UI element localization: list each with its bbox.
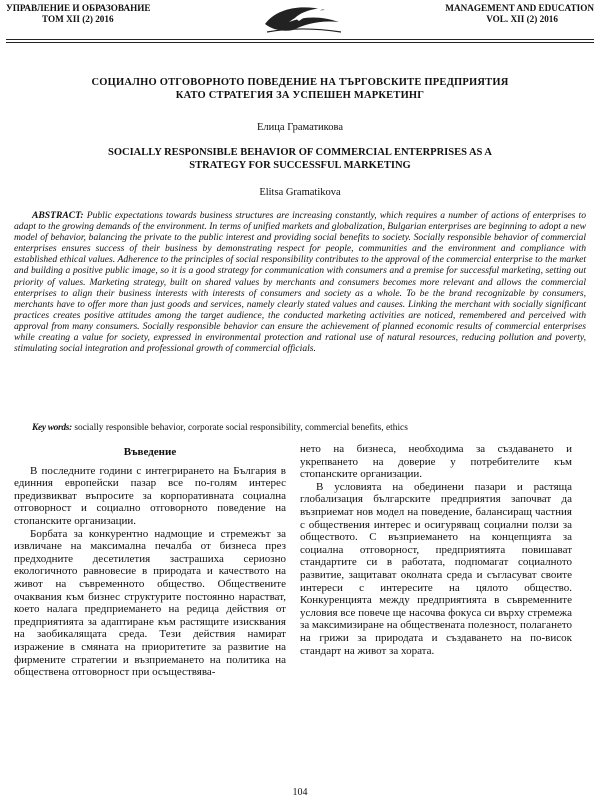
paragraph: Борбата за конкурентно надмощие и стремежът за извличане на максимална печалба от бизнеса през предходните десетилетия застрашиха сериозно екологичното равновесие в природата и качеството на живот на съвременното общество. Обществените очаквания към бизнес структурите постоянно нарастват, което налага предприемането на редица действия от предприятията за адаптиране към растящите изисквания на заобикалящата среда. Тези действия намират изражение в смяната на приоритетите за развитие на фирмените стратегии и възприемането на политика на обществена отговорност при осъществява- [14, 527, 286, 679]
abstract [14, 210, 586, 354]
header-right [445, 3, 594, 24]
title-bg-line-2: КАТО СТРАТЕГИЯ ЗА УСПЕШЕН МАРКЕТИНГ [175, 89, 425, 101]
body-column-right [300, 443, 572, 657]
abstract-label: ABSTRACT: [32, 210, 84, 221]
header-left [6, 3, 151, 24]
title-en-line-2: STRATEGY FOR SUCCESSFUL MARKETING [189, 159, 411, 171]
author-bg: Елица Граматикова [257, 122, 343, 133]
section-heading: Въведение [123, 446, 177, 458]
abstract-text: Public expectations towards business structures are increasing constantly, which requires a number of actions of enterprises to adapt to the growing demands of the environment. In terms of unified markets and globalization, Bulgarian enterprises are beginning to adopt a new model of behavior, balancing the private to the public interest and providing social benefits to society. Socially responsible behavior of commercial enterprises ensures success of their business by demonstrating respect for people, communities and the environment and compliance with established ethical values. Adherence to the principles of social responsibility contributes to the approval of the commercial enterprise to the market and building a positive public image, so it is a good strategy for communication with consumers and a premise for successful marketing, setting out priority of values. Marketing strategy, built on shared values by merchants and consumers becomes more relevant and allows the commercial enterprises to align their business interests with interests of consumers and society as a whole. To be the brand recognizable by consumers, merchants have to offer more than just goods and services, namely clearly stated values and causes. Linking the merchant with socially significant practices creates positive attitudes among the target audience, the conducted marketing activities are noticed, remembered and perceived with approval from many consumers. Socially responsible behavior can ensure the achievement of planned economic results of commercial enterprises while creating a value for society, expressed in environmental protection and rational use of natural resources, reducing pollution and poverty, stimulating social integration and professional growth of commercial officials. [14, 210, 586, 355]
body-column-left [14, 446, 286, 679]
journal-logo-icon [255, 2, 347, 36]
header-journal-en: MANAGEMENT AND EDUCATION [445, 3, 594, 13]
header-rule-top [6, 39, 594, 40]
keywords [32, 423, 592, 434]
keywords-label: Key words: [32, 423, 72, 433]
title-bg-line-1: СОЦИАЛНО ОТГОВОРНОТО ПОВЕДЕНИЕ НА ТЪРГОВСКИТЕ ПРЕДПРИЯТИЯ [91, 77, 509, 88]
header-rule-bottom [6, 42, 594, 43]
paragraph: нето на бизнеса, необходима за създаването и укрепването на доверие у потребителите към стопанските организации. [300, 443, 572, 481]
keywords-text: socially responsible behavior, corporate social responsibility, commercial benefits, ethics [74, 423, 408, 433]
paragraph: В последните години с интегрирането на България в единния европейски пазар все по-голям интерес предизвикват въпросите за корпоративната социална отговорност и социално отговорното поведение на стопанските организации. [14, 464, 286, 527]
article-title-bg [40, 77, 560, 102]
paragraph: В условията на обединени пазари и растяща глобализация българските предприятия започват да възприемат нов модел на поведение, балансиращ частния с обществения интерес и осигуряващ социални ползи за обществото. С възприемането на концепцията за социална отговорност, предприятията повишават стандартите си в работата, подпомагат социалното развитие, защитават околната среда и съгласуват своите интереси с интересите на цялото общество. Конкуренцията между предприятията в съвременните условия все повече ще насочва фокуса си върху стремежа за максимизиране на обществената полезност, полагането на грижи за природата и създаването на по-висок стандарт на живот за хората. [300, 480, 572, 657]
header-journal-bg: УПРАВЛЕНИЕ И ОБРАЗОВАНИЕ [6, 3, 151, 13]
header-volume-bg: ТОМ XII (2) 2016 [42, 13, 114, 24]
header-volume-en: VOL. XII (2) 2016 [486, 13, 558, 24]
journal-header [0, 0, 600, 40]
title-en-line-1: SOCIALLY RESPONSIBLE BEHAVIOR OF COMMERCIAL ENTERPRISES AS A [107, 147, 493, 158]
author-en: Elitsa Gramatikova [259, 187, 341, 198]
page-number: 104 [292, 787, 308, 798]
article-title-en [40, 147, 560, 172]
